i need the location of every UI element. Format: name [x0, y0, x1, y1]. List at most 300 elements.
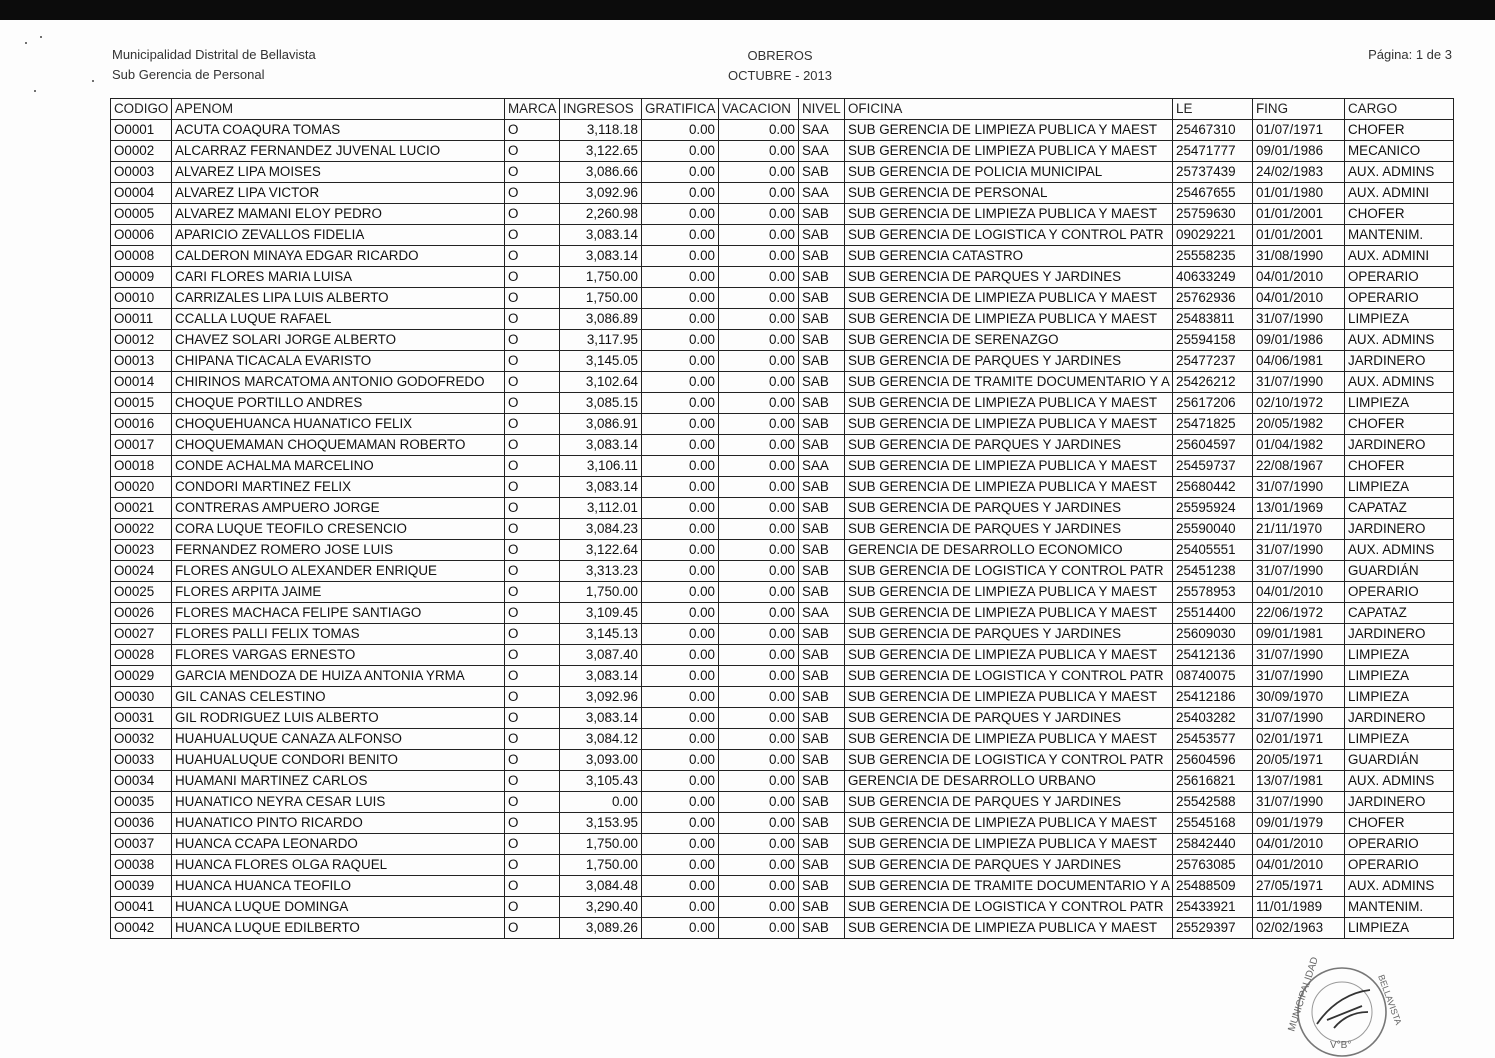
cell-ingresos: 3,106.11: [560, 456, 642, 477]
table-header: [111, 99, 1454, 120]
cell-ingresos: 3,083.14: [560, 246, 642, 267]
cell-ingresos: 3,112.01: [560, 498, 642, 519]
cell-gratifica: 0.00: [642, 645, 719, 666]
cell-codigo: O0029: [111, 666, 172, 687]
cell-oficina: SUB GERENCIA DE PARQUES Y JARDINES: [845, 519, 1173, 540]
cell-nivel: SAB: [799, 771, 845, 792]
cell-le: 25453577: [1173, 729, 1253, 750]
cell-codigo: O0028: [111, 645, 172, 666]
cell-oficina: SUB GERENCIA DE PARQUES Y JARDINES: [845, 792, 1173, 813]
cell-ingresos: 3,089.26: [560, 918, 642, 939]
cell-apenom: CHOQUEHUANCA HUANATICO FELIX: [172, 414, 505, 435]
table-row: [111, 246, 1454, 267]
cell-gratifica: 0.00: [642, 204, 719, 225]
cell-le: 25405551: [1173, 540, 1253, 561]
cell-apenom: CCALLA LUQUE RAFAEL: [172, 309, 505, 330]
table-row: [111, 498, 1454, 519]
table-row: [111, 477, 1454, 498]
cell-codigo: O0025: [111, 582, 172, 603]
table-row: [111, 645, 1454, 666]
cell-marca: O: [505, 834, 560, 855]
cell-codigo: O0042: [111, 918, 172, 939]
cell-nivel: SAB: [799, 855, 845, 876]
cell-cargo: AUX. ADMINS: [1345, 876, 1454, 897]
cell-marca: O: [505, 162, 560, 183]
cell-vacacion: 0.00: [719, 666, 799, 687]
cell-fing: 31/07/1990: [1253, 561, 1345, 582]
cell-apenom: CONDE ACHALMA MARCELINO: [172, 456, 505, 477]
cell-marca: O: [505, 855, 560, 876]
stamp-text-right: BELLAVISTA: [1376, 973, 1404, 1027]
cell-nivel: SAB: [799, 729, 845, 750]
cell-cargo: LIMPIEZA: [1345, 918, 1454, 939]
cell-cargo: JARDINERO: [1345, 435, 1454, 456]
cell-gratifica: 0.00: [642, 687, 719, 708]
cell-cargo: OPERARIO: [1345, 267, 1454, 288]
cell-nivel: SAB: [799, 666, 845, 687]
cell-marca: O: [505, 267, 560, 288]
cell-gratifica: 0.00: [642, 876, 719, 897]
cell-marca: O: [505, 309, 560, 330]
cell-marca: O: [505, 351, 560, 372]
cell-nivel: SAB: [799, 708, 845, 729]
cell-oficina: SUB GERENCIA DE LIMPIEZA PUBLICA Y MAEST: [845, 834, 1173, 855]
cell-oficina: SUB GERENCIA DE LIMPIEZA PUBLICA Y MAEST: [845, 645, 1173, 666]
cell-fing: 04/01/2010: [1253, 267, 1345, 288]
header-row: [111, 99, 1454, 120]
cell-nivel: SAB: [799, 519, 845, 540]
cell-cargo: OPERARIO: [1345, 582, 1454, 603]
cell-marca: O: [505, 918, 560, 939]
table-row: [111, 876, 1454, 897]
table-row: [111, 687, 1454, 708]
cell-codigo: O0009: [111, 267, 172, 288]
cell-vacacion: 0.00: [719, 834, 799, 855]
cell-apenom: CONTRERAS AMPUERO JORGE: [172, 498, 505, 519]
cell-marca: O: [505, 876, 560, 897]
cell-apenom: CALDERON MINAYA EDGAR RICARDO: [172, 246, 505, 267]
cell-gratifica: 0.00: [642, 561, 719, 582]
cell-fing: 20/05/1971: [1253, 750, 1345, 771]
cell-cargo: AUX. ADMINS: [1345, 771, 1454, 792]
cell-ingresos: 1,750.00: [560, 267, 642, 288]
cell-le: 25542588: [1173, 792, 1253, 813]
cell-cargo: MANTENIM.: [1345, 897, 1454, 918]
cell-cargo: GUARDIÁN: [1345, 750, 1454, 771]
cell-le: 25616821: [1173, 771, 1253, 792]
table-body: [111, 120, 1454, 939]
cell-nivel: SAB: [799, 498, 845, 519]
cell-vacacion: 0.00: [719, 687, 799, 708]
table-row: [111, 288, 1454, 309]
cell-cargo: LIMPIEZA: [1345, 666, 1454, 687]
cell-fing: 09/01/1981: [1253, 624, 1345, 645]
cell-cargo: JARDINERO: [1345, 792, 1454, 813]
cell-gratifica: 0.00: [642, 435, 719, 456]
report-title: OBREROS: [747, 48, 813, 63]
cell-ingresos: 3,083.14: [560, 708, 642, 729]
cell-codigo: O0004: [111, 183, 172, 204]
cell-marca: O: [505, 897, 560, 918]
cell-nivel: SAB: [799, 477, 845, 498]
cell-ingresos: 3,083.14: [560, 225, 642, 246]
cell-gratifica: 0.00: [642, 771, 719, 792]
table-row: [111, 624, 1454, 645]
cell-cargo: JARDINERO: [1345, 351, 1454, 372]
cell-marca: O: [505, 708, 560, 729]
cell-ingresos: 3,145.13: [560, 624, 642, 645]
cell-marca: O: [505, 183, 560, 204]
cell-fing: 24/02/1983: [1253, 162, 1345, 183]
cell-le: 25403282: [1173, 708, 1253, 729]
cell-vacacion: 0.00: [719, 267, 799, 288]
cell-vacacion: 0.00: [719, 183, 799, 204]
cell-apenom: CORA LUQUE TEOFILO CRESENCIO: [172, 519, 505, 540]
cell-cargo: JARDINERO: [1345, 624, 1454, 645]
cell-oficina: SUB GERENCIA DE PERSONAL: [845, 183, 1173, 204]
cell-apenom: CONDORI MARTINEZ FELIX: [172, 477, 505, 498]
cell-ingresos: 3,102.64: [560, 372, 642, 393]
table-row: [111, 456, 1454, 477]
table-row: [111, 141, 1454, 162]
cell-cargo: AUX. ADMINS: [1345, 162, 1454, 183]
cell-vacacion: 0.00: [719, 372, 799, 393]
cell-cargo: OPERARIO: [1345, 834, 1454, 855]
cell-gratifica: 0.00: [642, 267, 719, 288]
cell-marca: O: [505, 792, 560, 813]
cell-gratifica: 0.00: [642, 813, 719, 834]
cell-le: 25763085: [1173, 855, 1253, 876]
cell-codigo: O0034: [111, 771, 172, 792]
cell-marca: O: [505, 813, 560, 834]
cell-vacacion: 0.00: [719, 330, 799, 351]
cell-cargo: CAPATAZ: [1345, 603, 1454, 624]
cell-marca: O: [505, 225, 560, 246]
cell-oficina: SUB GERENCIA DE TRAMITE DOCUMENTARIO Y A: [845, 372, 1173, 393]
cell-fing: 31/07/1990: [1253, 792, 1345, 813]
cell-cargo: AUX. ADMINI: [1345, 246, 1454, 267]
cell-vacacion: 0.00: [719, 393, 799, 414]
cell-oficina: SUB GERENCIA DE LIMPIEZA PUBLICA Y MAEST: [845, 393, 1173, 414]
cell-le: 25578953: [1173, 582, 1253, 603]
cell-le: 25467655: [1173, 183, 1253, 204]
table-row: [111, 540, 1454, 561]
cell-oficina: SUB GERENCIA DE SERENAZGO: [845, 330, 1173, 351]
cell-vacacion: 0.00: [719, 750, 799, 771]
cell-nivel: SAB: [799, 204, 845, 225]
column-header-nivel: NIVEL: [799, 99, 845, 120]
cell-ingresos: 3,092.96: [560, 687, 642, 708]
cell-marca: O: [505, 561, 560, 582]
cell-apenom: GARCIA MENDOZA DE HUIZA ANTONIA YRMA: [172, 666, 505, 687]
cell-oficina: SUB GERENCIA DE LIMPIEZA PUBLICA Y MAEST: [845, 729, 1173, 750]
cell-vacacion: 0.00: [719, 624, 799, 645]
cell-le: 25488509: [1173, 876, 1253, 897]
cell-nivel: SAA: [799, 120, 845, 141]
cell-nivel: SAB: [799, 876, 845, 897]
cell-marca: O: [505, 477, 560, 498]
cell-ingresos: 3,086.89: [560, 309, 642, 330]
cell-apenom: HUANCA FLORES OLGA RAQUEL: [172, 855, 505, 876]
cell-fing: 04/01/2010: [1253, 855, 1345, 876]
cell-apenom: CHOQUEMAMAN CHOQUEMAMAN ROBERTO: [172, 435, 505, 456]
cell-apenom: HUANATICO NEYRA CESAR LUIS: [172, 792, 505, 813]
cell-gratifica: 0.00: [642, 288, 719, 309]
cell-marca: O: [505, 120, 560, 141]
cell-vacacion: 0.00: [719, 456, 799, 477]
cell-le: 25737439: [1173, 162, 1253, 183]
cell-oficina: SUB GERENCIA DE PARQUES Y JARDINES: [845, 855, 1173, 876]
cell-codigo: O0020: [111, 477, 172, 498]
table-row: [111, 519, 1454, 540]
payroll-table: [110, 98, 1454, 939]
cell-vacacion: 0.00: [719, 792, 799, 813]
cell-apenom: CHIRINOS MARCATOMA ANTONIO GODOFREDO: [172, 372, 505, 393]
cell-oficina: SUB GERENCIA DE TRAMITE DOCUMENTARIO Y A: [845, 876, 1173, 897]
cell-gratifica: 0.00: [642, 498, 719, 519]
cell-nivel: SAB: [799, 309, 845, 330]
cell-cargo: AUX. ADMINS: [1345, 330, 1454, 351]
cell-gratifica: 0.00: [642, 897, 719, 918]
cell-ingresos: 3,122.65: [560, 141, 642, 162]
cell-codigo: O0030: [111, 687, 172, 708]
cell-marca: O: [505, 729, 560, 750]
cell-cargo: AUX. ADMINS: [1345, 540, 1454, 561]
cell-codigo: O0018: [111, 456, 172, 477]
cell-vacacion: 0.00: [719, 561, 799, 582]
cell-gratifica: 0.00: [642, 834, 719, 855]
table-row: [111, 918, 1454, 939]
cell-codigo: O0027: [111, 624, 172, 645]
cell-vacacion: 0.00: [719, 918, 799, 939]
cell-fing: 30/09/1970: [1253, 687, 1345, 708]
cell-marca: O: [505, 246, 560, 267]
cell-apenom: FERNANDEZ ROMERO JOSE LUIS: [172, 540, 505, 561]
cell-apenom: CARRIZALES LIPA LUIS ALBERTO: [172, 288, 505, 309]
scan-top-edge: [0, 0, 1495, 20]
cell-oficina: SUB GERENCIA DE POLICIA MUNICIPAL: [845, 162, 1173, 183]
cell-marca: O: [505, 603, 560, 624]
table-row: [111, 750, 1454, 771]
cell-apenom: ACUTA COAQURA TOMAS: [172, 120, 505, 141]
cell-le: 25412136: [1173, 645, 1253, 666]
scan-speck: [40, 36, 42, 38]
cell-apenom: HUANCA HUANCA TEOFILO: [172, 876, 505, 897]
cell-codigo: O0037: [111, 834, 172, 855]
table-row: [111, 330, 1454, 351]
cell-codigo: O0033: [111, 750, 172, 771]
cell-cargo: OPERARIO: [1345, 855, 1454, 876]
table-row: [111, 225, 1454, 246]
cell-gratifica: 0.00: [642, 855, 719, 876]
cell-le: 40633249: [1173, 267, 1253, 288]
cell-oficina: SUB GERENCIA DE LIMPIEZA PUBLICA Y MAEST: [845, 918, 1173, 939]
cell-ingresos: 3,084.48: [560, 876, 642, 897]
cell-fing: 31/07/1990: [1253, 666, 1345, 687]
cell-fing: 11/01/1989: [1253, 897, 1345, 918]
cell-le: 25680442: [1173, 477, 1253, 498]
cell-ingresos: 2,260.98: [560, 204, 642, 225]
cell-codigo: O0010: [111, 288, 172, 309]
cell-gratifica: 0.00: [642, 666, 719, 687]
cell-le: 25842440: [1173, 834, 1253, 855]
cell-nivel: SAA: [799, 183, 845, 204]
cell-oficina: SUB GERENCIA DE LIMPIEZA PUBLICA Y MAEST: [845, 414, 1173, 435]
cell-codigo: O0038: [111, 855, 172, 876]
cell-apenom: HUANCA LUQUE EDILBERTO: [172, 918, 505, 939]
cell-oficina: GERENCIA DE DESARROLLO URBANO: [845, 771, 1173, 792]
table-row: [111, 855, 1454, 876]
cell-codigo: O0023: [111, 540, 172, 561]
cell-apenom: HUAHUALUQUE CONDORI BENITO: [172, 750, 505, 771]
cell-codigo: O0011: [111, 309, 172, 330]
cell-ingresos: 3,083.14: [560, 435, 642, 456]
cell-nivel: SAB: [799, 351, 845, 372]
cell-apenom: ALVAREZ MAMANI ELOY PEDRO: [172, 204, 505, 225]
cell-oficina: SUB GERENCIA DE LIMPIEZA PUBLICA Y MAEST: [845, 120, 1173, 141]
cell-oficina: SUB GERENCIA DE PARQUES Y JARDINES: [845, 498, 1173, 519]
cell-nivel: SAB: [799, 834, 845, 855]
cell-nivel: SAB: [799, 540, 845, 561]
cell-ingresos: 3,145.05: [560, 351, 642, 372]
scan-speck: [92, 80, 94, 82]
cell-oficina: SUB GERENCIA DE LIMPIEZA PUBLICA Y MAEST: [845, 582, 1173, 603]
table-row: [111, 792, 1454, 813]
cell-cargo: MANTENIM.: [1345, 225, 1454, 246]
cell-le: 08740075: [1173, 666, 1253, 687]
cell-codigo: O0035: [111, 792, 172, 813]
cell-nivel: SAB: [799, 393, 845, 414]
table-row: [111, 435, 1454, 456]
cell-gratifica: 0.00: [642, 414, 719, 435]
cell-gratifica: 0.00: [642, 918, 719, 939]
cell-fing: 31/07/1990: [1253, 372, 1345, 393]
stamp-text-bottom: V°B°: [1330, 1040, 1352, 1051]
cell-nivel: SAB: [799, 792, 845, 813]
cell-fing: 22/08/1967: [1253, 456, 1345, 477]
cell-le: 25471825: [1173, 414, 1253, 435]
cell-fing: 13/07/1981: [1253, 771, 1345, 792]
table-row: [111, 162, 1454, 183]
cell-ingresos: 1,750.00: [560, 855, 642, 876]
cell-cargo: CHOFER: [1345, 120, 1454, 141]
cell-gratifica: 0.00: [642, 246, 719, 267]
cell-apenom: HUAMANI MARTINEZ CARLOS: [172, 771, 505, 792]
cell-codigo: O0006: [111, 225, 172, 246]
cell-vacacion: 0.00: [719, 876, 799, 897]
table-row: [111, 120, 1454, 141]
cell-marca: O: [505, 414, 560, 435]
cell-nivel: SAB: [799, 435, 845, 456]
cell-cargo: AUX. ADMINI: [1345, 183, 1454, 204]
cell-nivel: SAB: [799, 813, 845, 834]
cell-nivel: SAA: [799, 456, 845, 477]
cell-nivel: SAB: [799, 225, 845, 246]
column-header-oficina: OFICINA: [845, 99, 1173, 120]
table-row: [111, 267, 1454, 288]
cell-ingresos: 3,093.00: [560, 750, 642, 771]
cell-apenom: ALVAREZ LIPA VICTOR: [172, 183, 505, 204]
cell-marca: O: [505, 456, 560, 477]
cell-oficina: SUB GERENCIA DE PARQUES Y JARDINES: [845, 267, 1173, 288]
cell-oficina: SUB GERENCIA DE LIMPIEZA PUBLICA Y MAEST: [845, 687, 1173, 708]
cell-fing: 01/07/1971: [1253, 120, 1345, 141]
cell-codigo: O0003: [111, 162, 172, 183]
cell-cargo: LIMPIEZA: [1345, 729, 1454, 750]
table-row: [111, 561, 1454, 582]
cell-apenom: HUANCA LUQUE DOMINGA: [172, 897, 505, 918]
cell-oficina: SUB GERENCIA DE PARQUES Y JARDINES: [845, 708, 1173, 729]
cell-oficina: SUB GERENCIA DE LOGISTICA Y CONTROL PATR: [845, 561, 1173, 582]
cell-le: 25558235: [1173, 246, 1253, 267]
cell-apenom: HUANCA CCAPA LEONARDO: [172, 834, 505, 855]
cell-le: 25433921: [1173, 897, 1253, 918]
cell-nivel: SAB: [799, 624, 845, 645]
cell-vacacion: 0.00: [719, 603, 799, 624]
organization-name: Municipalidad Distrital de Bellavista: [112, 47, 316, 62]
table-row: [111, 372, 1454, 393]
cell-gratifica: 0.00: [642, 120, 719, 141]
cell-cargo: CAPATAZ: [1345, 498, 1454, 519]
cell-cargo: CHOFER: [1345, 813, 1454, 834]
cell-vacacion: 0.00: [719, 225, 799, 246]
cell-gratifica: 0.00: [642, 729, 719, 750]
cell-le: 25595924: [1173, 498, 1253, 519]
cell-apenom: CHAVEZ SOLARI JORGE ALBERTO: [172, 330, 505, 351]
cell-marca: O: [505, 750, 560, 771]
cell-nivel: SAB: [799, 561, 845, 582]
cell-oficina: SUB GERENCIA DE LIMPIEZA PUBLICA Y MAEST: [845, 456, 1173, 477]
table-row: [111, 393, 1454, 414]
cell-apenom: GIL CANAS CELESTINO: [172, 687, 505, 708]
cell-vacacion: 0.00: [719, 540, 799, 561]
cell-nivel: SAB: [799, 897, 845, 918]
cell-codigo: O0016: [111, 414, 172, 435]
cell-ingresos: 1,750.00: [560, 288, 642, 309]
cell-cargo: CHOFER: [1345, 414, 1454, 435]
cell-le: 25604597: [1173, 435, 1253, 456]
cell-marca: O: [505, 141, 560, 162]
cell-fing: 02/02/1963: [1253, 918, 1345, 939]
cell-cargo: MECANICO: [1345, 141, 1454, 162]
cell-marca: O: [505, 372, 560, 393]
cell-ingresos: 3,117.95: [560, 330, 642, 351]
cell-le: 25426212: [1173, 372, 1253, 393]
cell-gratifica: 0.00: [642, 330, 719, 351]
cell-ingresos: 3,153.95: [560, 813, 642, 834]
column-header-apenom: APENOM: [172, 99, 505, 120]
cell-gratifica: 0.00: [642, 225, 719, 246]
cell-gratifica: 0.00: [642, 792, 719, 813]
cell-gratifica: 0.00: [642, 141, 719, 162]
table-row: [111, 183, 1454, 204]
cell-codigo: O0021: [111, 498, 172, 519]
cell-fing: 31/07/1990: [1253, 309, 1345, 330]
cell-gratifica: 0.00: [642, 309, 719, 330]
cell-vacacion: 0.00: [719, 351, 799, 372]
table-row: [111, 582, 1454, 603]
cell-fing: 31/07/1990: [1253, 645, 1345, 666]
cell-le: 25471777: [1173, 141, 1253, 162]
cell-nivel: SAB: [799, 288, 845, 309]
cell-le: 25759630: [1173, 204, 1253, 225]
cell-gratifica: 0.00: [642, 603, 719, 624]
cell-fing: 31/07/1990: [1253, 540, 1345, 561]
cell-codigo: O0017: [111, 435, 172, 456]
cell-vacacion: 0.00: [719, 582, 799, 603]
cell-vacacion: 0.00: [719, 141, 799, 162]
column-header-gratifica: GRATIFICA: [642, 99, 719, 120]
